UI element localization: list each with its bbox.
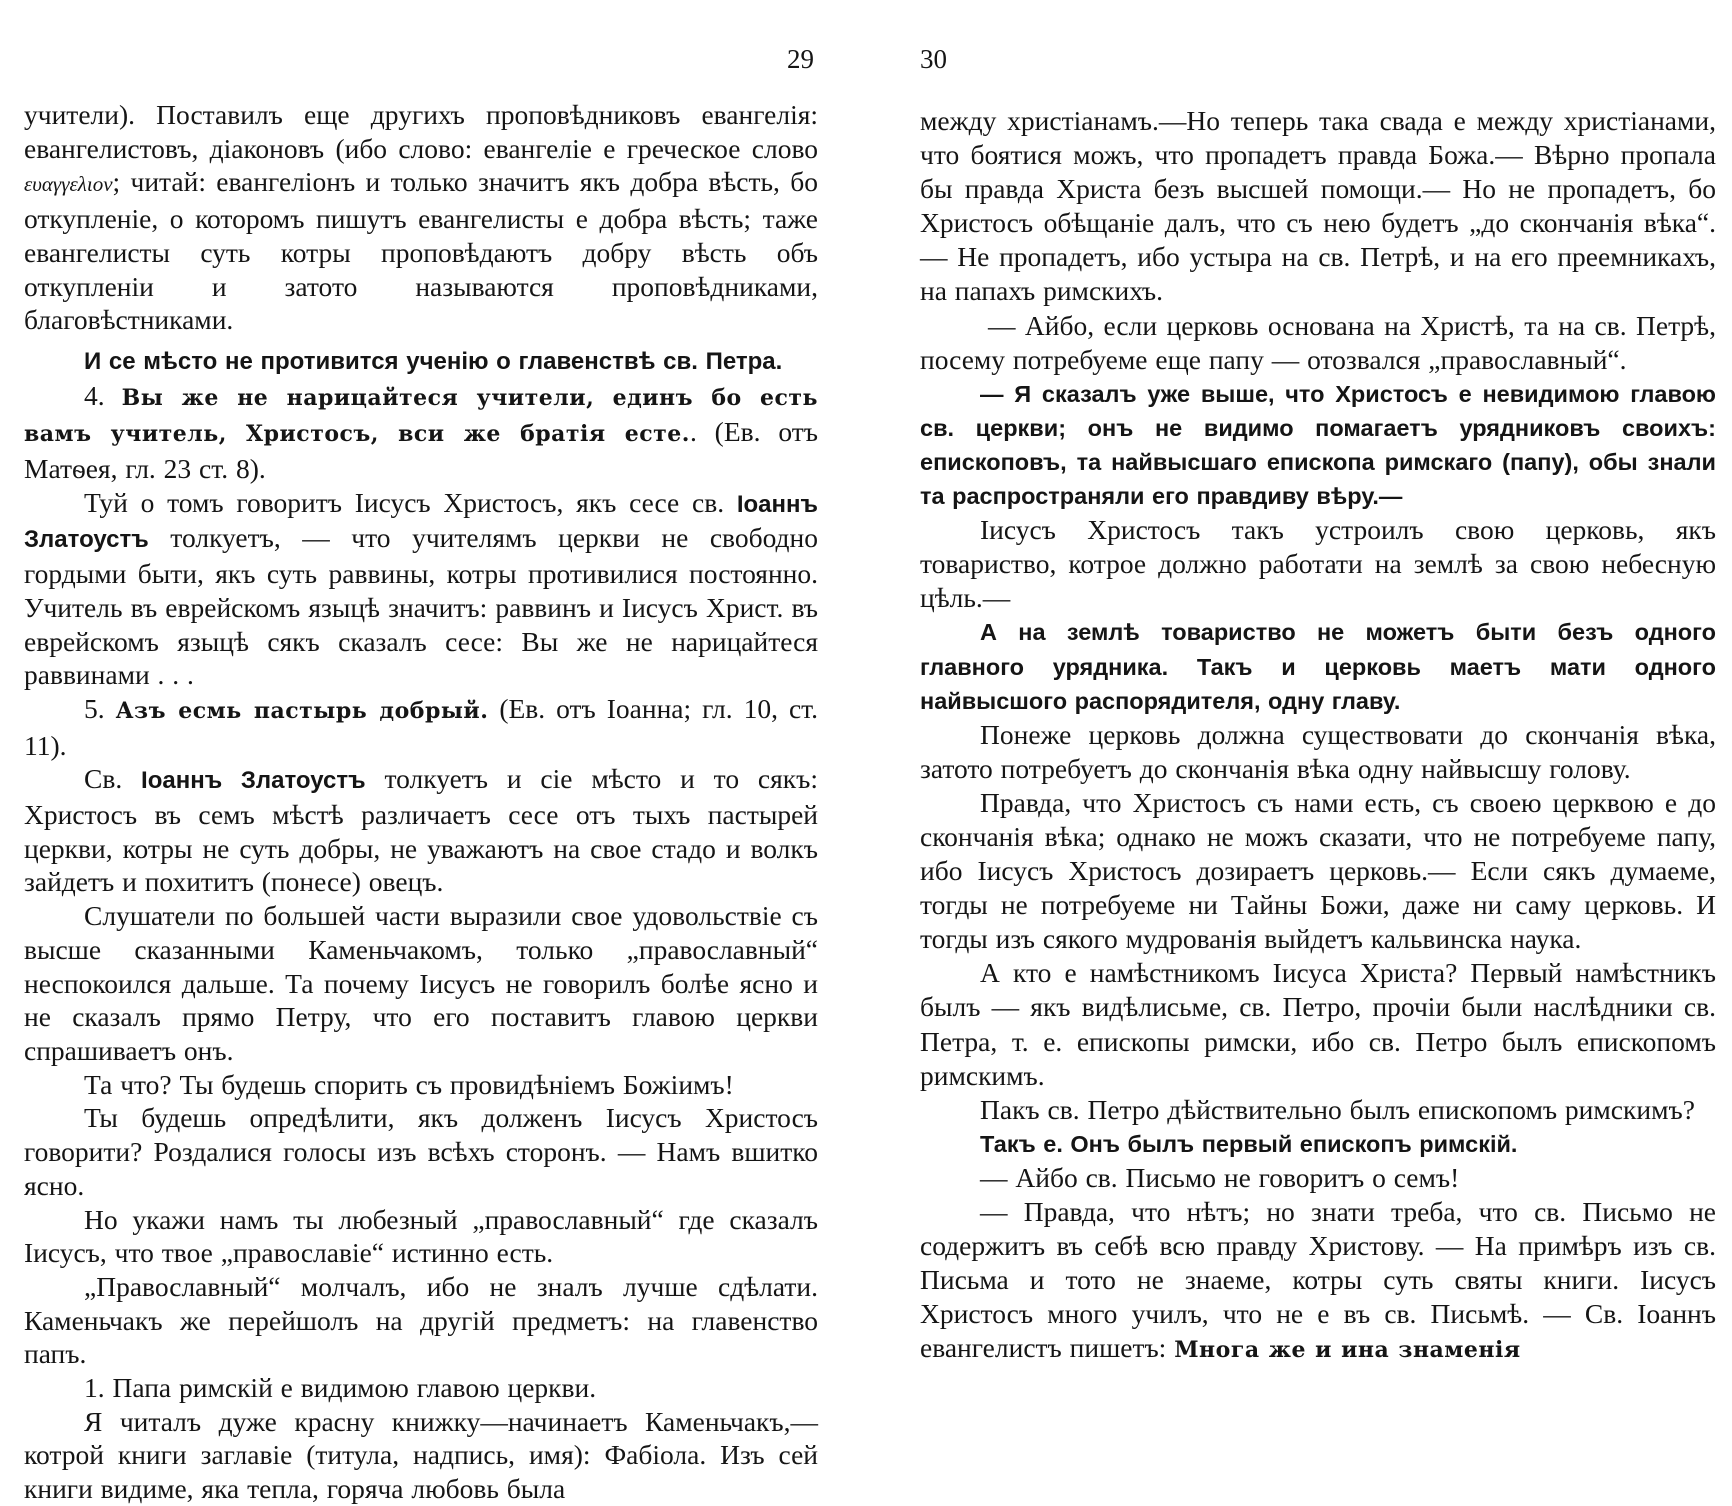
paragraph: Ты будешь опредѣлити, якъ долженъ Іисусъ Христосъ говорити? Роздалися голосы изъ всѣхъ сторонъ. — Намъ вшитко ясно.: [24, 1102, 818, 1201]
paragraph: между христіанамъ.—Но теперь така свада е между христіанами, что боятися можъ, что пропадетъ правда Божа.— Вѣрно пропала бы правда Христа безъ высшей помощи.— Но не пропадетъ, бо Христосъ обѣщаніе далъ, что съ нею будетъ „до скончанія вѣка“. — Не пропадетъ, ибо устыра на св. Петрѣ, и на его преемникахъ, на папахъ римскихъ.: [920, 105, 1716, 307]
page-body: [920, 104, 1716, 1367]
paragraph: учители). Поставилъ еще другихъ проповѣдниковъ евангелія: евангелистовъ, діаконовъ (ибо слово: евангеліе е греческое слово ευαγγελιον; читай: евангеліонъ и только значитъ якъ добра вѣсть, бо откупленіе, о которомъ пишутъ евангелисты е добра вѣсть; таже евангелисты суть котры проповѣдаютъ добру вѣсть объ откупленіи и затото называются проповѣдниками, благовѣстниками.: [24, 99, 818, 336]
page-number: 29: [787, 44, 814, 74]
bold-paragraph: — Я сказалъ уже выше, что Христосъ е невидимою главою св. церкви; онъ не видимо помагаетъ урядниковъ своихъ: епископовъ, та найвысшаго епископа римскаго (папу), обы знали та распространяли его правдиву вѣру.—: [920, 380, 1716, 510]
paragraph: Іисусъ Христосъ такъ устроилъ свою церковь, якъ товариство, котрое должно работати на землѣ за свою небесную цѣль.—: [920, 514, 1716, 614]
paragraph: Пакъ св. Петро дѣйствительно былъ епископомъ римскимъ?: [980, 1093, 1695, 1125]
scripture-quote: Азъ есмь пастырь добрый.: [115, 697, 489, 724]
paragraph: Та что? Ты будешь спорить съ провидѣніемъ Божіимъ!: [84, 1068, 734, 1100]
page-left: [24, 0, 818, 1505]
bold-name: Іоаннъ Златоустъ: [141, 767, 366, 795]
paragraph: Туй о томъ говоритъ Іисусъ Христосъ, якъ сесе св. Іоаннъ Златоустъ толкуетъ, — что учителямъ церкви не свободно гордыми быти, якъ суть раввины, котры противилися постоянно. Учитель въ еврейскомъ языцѣ значитъ: раввинъ и Іисусъ Христ. въ еврейскомъ языцѣ сякъ сказалъ сесе: Вы же не нарицайтеся раввинами . . .: [24, 486, 818, 691]
paragraph: Но укажи намъ ты любезный „православный“ где сказалъ Іисусъ, что твое „православіе“ истинно есть.: [24, 1203, 818, 1269]
paragraph: Правда, что Христосъ съ нами есть, съ своею церквою е до скончанія вѣка; однако не можъ сказати, что не потребуеме папу, ибо Іисусъ Христосъ дозираетъ церковь.— Если сякъ думаеме, тогды не потребуеме ни Тайны Божи, даже ни саму церковь. И тогды изъ сякого мудрованія выйдетъ кальвинска наука.: [920, 786, 1716, 955]
page-right: [920, 0, 1716, 1500]
paragraph: 4. Вы же не нарицайтеся учители, единъ бо есть вамъ учитель, Христосъ, вси же братія есте.. (Ев. отъ Матѳея, гл. 23 ст. 8).: [24, 379, 818, 485]
page-body: [24, 98, 818, 1506]
paragraph: Св. Іоаннъ Златоустъ толкуетъ и сіе мѣсто и то сякъ: Христосъ въ семъ мѣстѣ различаетъ сесе отъ тыхъ пастырей церкви, котры не суть добры, не уважаютъ на свое стадо и волкъ зайдетъ и похититъ (понесе) овецъ.: [24, 763, 818, 898]
page-number: 30: [920, 44, 947, 74]
bold-paragraph: А на землѣ товариство не можетъ быти безъ одного главного урядника. Такъ и церковь маетъ мати одного найвысшого распорядителя, одну главу.: [920, 619, 1716, 714]
scripture-quote: Вы же не нарицайтеся учители, единъ бо есть вамъ учитель, Христосъ, вси же братія есте.: [24, 384, 818, 448]
paragraph: А кто е намѣстникомъ Іисуса Христа? Первый намѣстникъ былъ — якъ видѣлисьме, св. Петро, прочіи были наслѣдники св. Петра, т. е. епископы римски, ибо св. Петро былъ епископомъ римскимъ.: [920, 957, 1716, 1091]
bold-paragraph: Такъ е. Онъ былъ первый епископъ римскій.: [980, 1130, 1518, 1157]
paragraph: 1. Папа римскій е видимою главою церкви.: [84, 1372, 597, 1404]
paragraph: — Айбо, если церковь основана на Христѣ, та на св. Петрѣ, посему потребуеме еще папу — отозвался „православный“.: [920, 309, 1716, 375]
paragraph: Понеже церковь должна существовати до скончанія вѣка, затото потребуетъ до скончанія вѣка одну найвысшу голову.: [920, 718, 1716, 784]
paragraph: Я читалъ дуже красну книжку—начинаетъ Каменьчакъ,—котрой книги заглавіе (титула, надпись, имя): Фабіола. Изъ сей книги видиме, яка тепла, горяча любовь была: [24, 1405, 818, 1505]
section-heading: И се мѣсто не противится ученію о главенствѣ св. Петра.: [84, 347, 783, 375]
paragraph: Слушатели по большей части выразили свое удовольствіе съ высше сказанными Каменьчакомъ, только „православный“ неспокоился дальше. Та почему Іисусъ не говорилъ болѣе ясно и не сказалъ прямо Петру, что его поставитъ главою церкви спрашиваетъ онъ.: [24, 900, 818, 1066]
greek-word: ευαγγελιον: [24, 172, 113, 197]
paragraph: — Правда, что нѣтъ; но знати треба, что св. Письмо не содержитъ въ себѣ всю правду Христову. — На примѣръ изъ св. Письма и тото не знаеме, котры суть святы книги. Іисусъ Христосъ много училъ, что не е въ св. Письмѣ. — Св. Іоаннъ евангелистъ пишетъ: Многа же и ина знаменія: [920, 1196, 1716, 1364]
scripture-quote: Многа же и ина знаменія: [1174, 1337, 1521, 1364]
paragraph: „Православный“ молчалъ, ибо не зналъ лучше сдѣлати. Каменьчакъ же перейшолъ на другій предметъ: на главенство папъ.: [24, 1270, 818, 1370]
paragraph: — Айбо св. Письмо не говоритъ о семъ!: [980, 1161, 1460, 1193]
bold-name: Іоаннъ Златоустъ: [24, 490, 818, 554]
paragraph: 5. Азъ есмь пастырь добрый. (Ев. отъ Іоанна; гл. 10, ст. 11).: [24, 692, 818, 761]
